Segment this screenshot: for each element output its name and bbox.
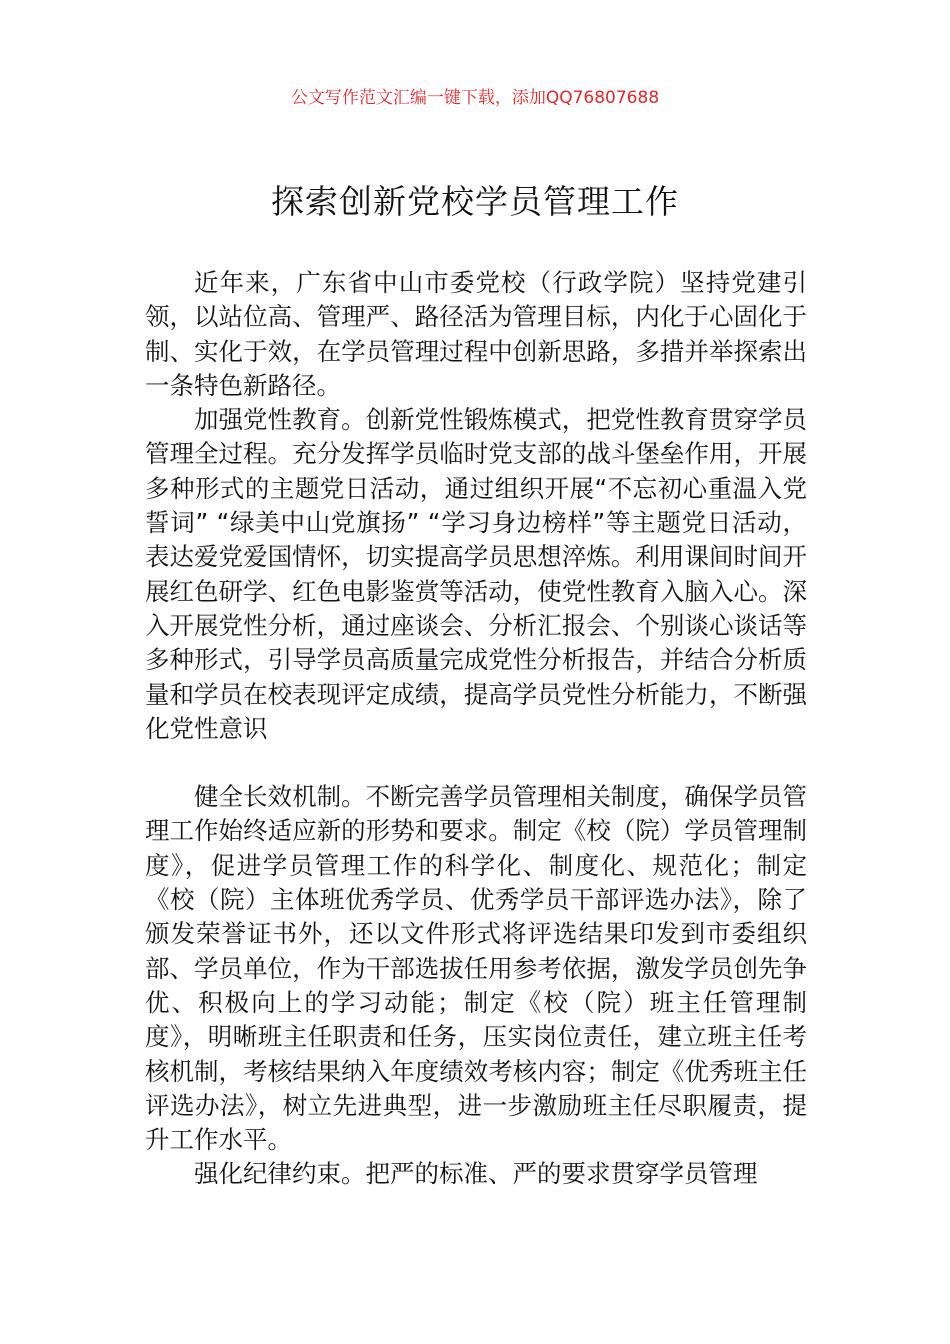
paragraph-discipline: 强化纪律约束。把严的标准、严的要求贯穿学员管理 [194,1159,758,1189]
paragraph-intro: 近年来，广东省中山市委党校（行政学院）坚持党建引领，以站位高、管理严、路径活为管理目标，内化于心固化于制、实化于效，在学员管理过程中创新思路，多措并举探索出一条特色新路径。 [145,268,807,400]
document-body [145,266,807,1192]
paragraph-long-term-mechanism: 健全长效机制。不断完善学员管理相关制度，确保学员管理工作始终适应新的形势和要求。制定《校（院）学员管理制度》，促进学员管理工作的科学化、制度化、规范化；制定《校（院）主体班优秀学员、优秀学员干部评选办法》，除了颁发荣誉证书外，还以文件形式将评选结果印发到市委组织部、学员单位，作为干部选拔任用参考依据，激发学员创先争优、积极向上的学习动能；制定《校（院）班主任管理制度》，明晰班主任职责和任务，压实岗位责任，建立班主任考核机制，考核结果纳入年度绩效考核内容；制定《优秀班主任评选办法》，树立先进典型，进一步激励班主任尽职履责，提升工作水平。 [145,782,807,1155]
document-title: 探索创新党校学员管理工作 [271,182,679,221]
paragraph-gap [145,746,807,780]
paragraph-party-education: 加强党性教育。创新党性锻炼模式，把党性教育贯穿学员管理全过程。充分发挥学员临时党支部的战斗堡垒作用，开展多种形式的主题党日活动，通过组织开展“不忘初心重温入党誓词” “绿美中山党旗扬” “学习身边榜样”等主题党日活动，表达爱党爱国情怀，切实提高学员思想淬炼。利用课间时间开展红色研学、红色电影鉴赏等活动，使党性教育入脑入心。深入开展党性分析，通过座谈会、分析汇报会、个别谈心谈话等多种形式，引导学员高质量完成党性分析报告，并结合分析质量和学员在校表现评定成绩，提高学员党性分析能力，不断强化党性意识 [145,405,807,743]
download-banner: 公文写作范文汇编一键下载，添加QQ76807688 [290,88,660,108]
